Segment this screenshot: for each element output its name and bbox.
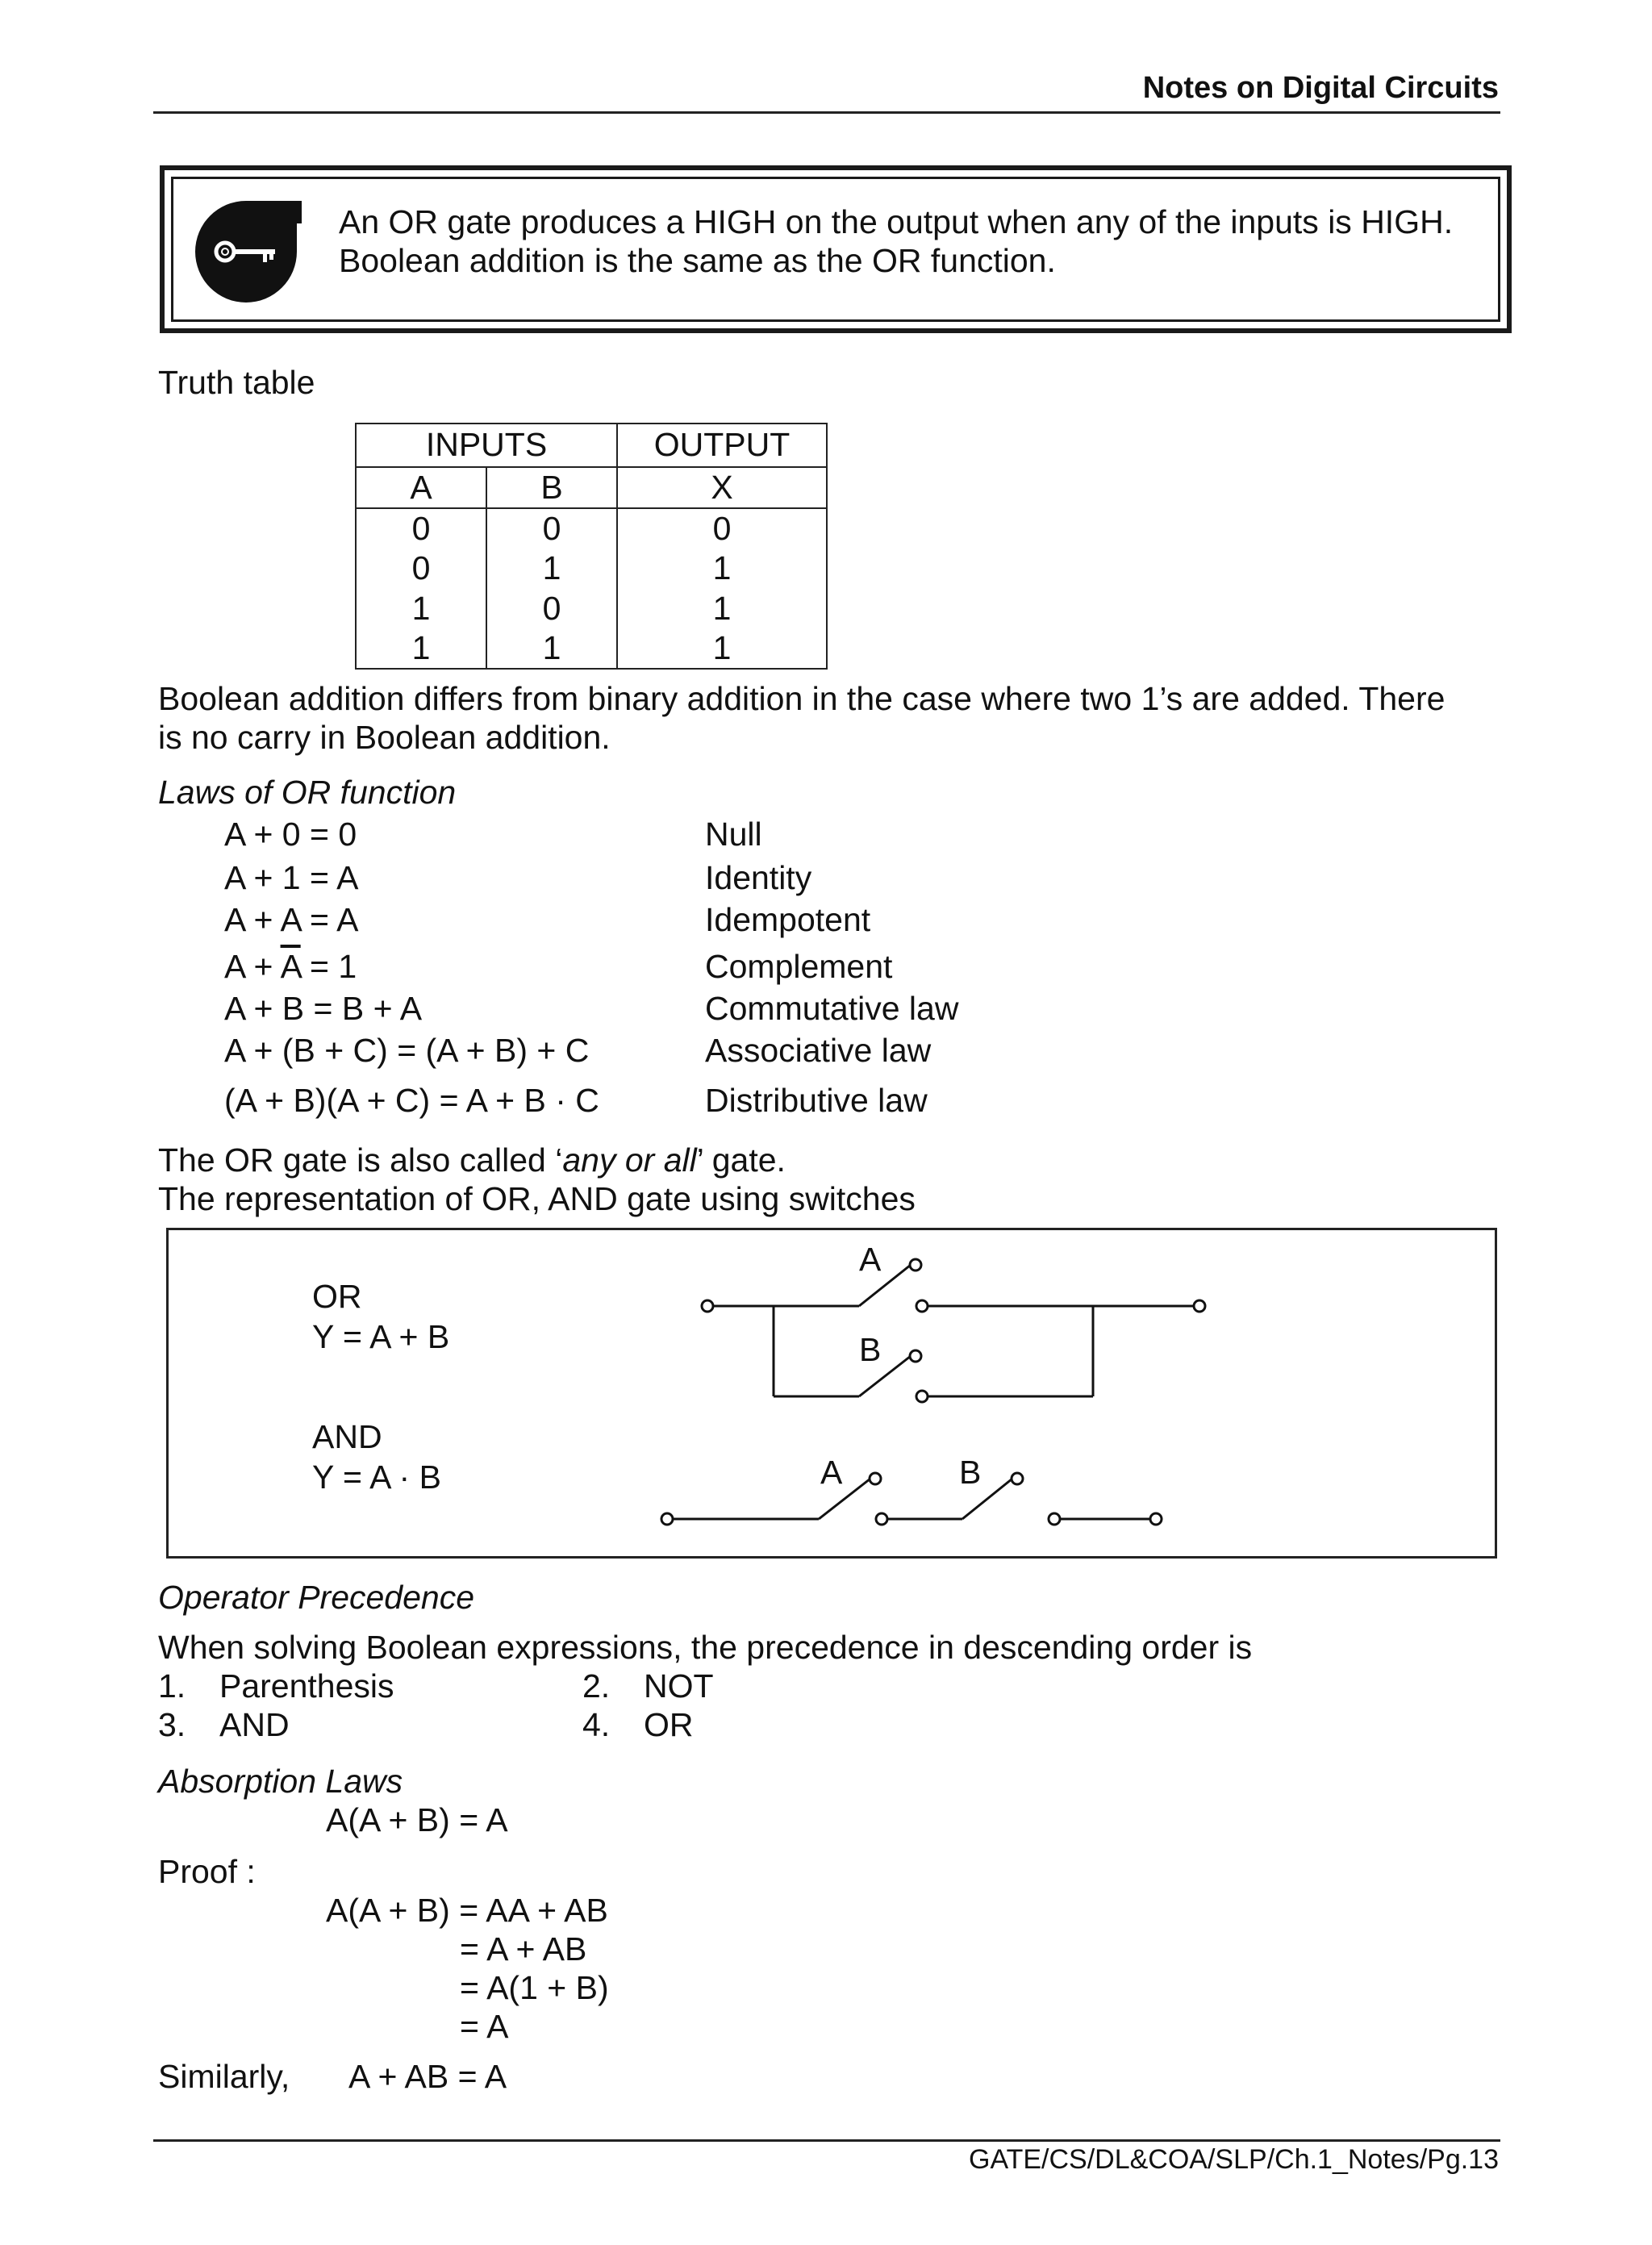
key-note-line-1: An OR gate produces a HIGH on the output when any of the inputs is HIGH.: [339, 203, 1454, 240]
a-bar: $\overline{A}$: [280, 948, 301, 985]
absorption-laws-heading: Absorption Laws: [158, 1763, 403, 1800]
switch-intro-text: The representation of OR, AND gate using switches: [158, 1180, 916, 1217]
output-header: OUTPUT: [617, 424, 827, 467]
or-switch-circuit: [702, 1259, 1205, 1402]
precedence-num: 4.: [582, 1706, 611, 1743]
cell-a: 0: [356, 549, 486, 588]
switch-diagram: [169, 1230, 1495, 1556]
cell-b: 0: [486, 589, 617, 628]
key-note-line-2: Boolean addition is the same as the OR function.: [339, 242, 1056, 279]
column-b-header: B: [486, 467, 617, 508]
law-identity-name: Identity: [705, 859, 812, 896]
switch-figure: [166, 1228, 1497, 1559]
switch-a-contact: [910, 1259, 921, 1271]
and-switch-a-label: A: [820, 1454, 843, 1491]
law-commutative-expr: A + B = B + A: [224, 990, 423, 1027]
precedence-num: 2.: [582, 1667, 611, 1705]
footer-rule: [153, 2139, 1500, 2142]
switch-a-terminal: [916, 1300, 928, 1312]
cell-x: 0: [617, 508, 827, 549]
and-expression: Y = A · B: [312, 1458, 441, 1496]
proof-step-4: = A: [460, 2008, 509, 2045]
operator-precedence-heading: Operator Precedence: [158, 1579, 475, 1616]
and-switch-b-terminal: [1049, 1513, 1060, 1525]
cell-a: 0: [356, 508, 486, 549]
cell-x: 1: [617, 549, 827, 588]
proof-step-1: A(A + B) = AA + AB: [326, 1892, 608, 1929]
and-switch-a-terminal: [876, 1513, 887, 1525]
law-null-name: Null: [705, 816, 762, 853]
key-icon: [189, 194, 303, 309]
header-rule: [153, 111, 1500, 114]
similarly-expression: A + AB = A: [348, 2058, 507, 2095]
truth-table-heading: Truth table: [158, 364, 315, 401]
or-switch-a-label: A: [859, 1241, 882, 1278]
or-expression: Y = A + B: [312, 1318, 450, 1355]
inputs-header: INPUTS: [356, 424, 617, 467]
table-row: [356, 549, 827, 588]
truth-table: [355, 423, 828, 670]
key-note-box: [160, 165, 1512, 333]
table-row: [356, 628, 827, 669]
and-input-terminal: [661, 1513, 673, 1525]
cell-b: 1: [486, 549, 617, 588]
switch-b-terminal: [916, 1391, 928, 1402]
laws-or-heading: Laws of OR function: [158, 774, 457, 811]
precedence-item-and: AND: [219, 1706, 290, 1743]
complement-lhs-post: = 1: [300, 948, 357, 985]
or-label: OR: [312, 1278, 362, 1315]
precedence-item-parenthesis: Parenthesis: [219, 1667, 394, 1705]
law-idempotent-name: Idempotent: [705, 901, 871, 938]
law-null-expr: A + 0 = 0: [224, 816, 357, 853]
or-switch-b-label: B: [859, 1331, 882, 1368]
precedence-num: 3.: [158, 1706, 186, 1743]
page-footer: GATE/CS/DL&COA/SLP/Ch.1_Notes/Pg.13: [969, 2144, 1499, 2175]
or-output-terminal: [1194, 1300, 1205, 1312]
cell-b: 1: [486, 628, 617, 669]
operator-precedence-intro: When solving Boolean expressions, the precedence in descending order is: [158, 1629, 1253, 1666]
law-associative-expr: A + (B + C) = (A + B) + C: [224, 1032, 590, 1069]
and-switch-b-label: B: [959, 1454, 982, 1491]
and-switch-a-contact: [870, 1473, 881, 1484]
law-commutative-name: Commutative law: [705, 990, 959, 1027]
similarly-label: Similarly,: [158, 2058, 290, 2095]
precedence-item-not: NOT: [644, 1667, 714, 1705]
law-distributive-name: Distributive law: [705, 1082, 928, 1119]
law-complement-name: Complement: [705, 948, 893, 985]
and-output-terminal: [1150, 1513, 1162, 1525]
table-row: [356, 589, 827, 628]
cell-x: 1: [617, 589, 827, 628]
boolean-addition-note-line-2: is no carry in Boolean addition.: [158, 719, 611, 756]
law-associative-name: Associative law: [705, 1032, 932, 1069]
column-x-header: X: [617, 467, 827, 508]
boolean-addition-note-line-1: Boolean addition differs from binary addition in the case where two 1’s are added. There: [158, 680, 1446, 717]
alias-text-pre: The OR gate is also called ‘: [158, 1141, 563, 1179]
cell-b: 0: [486, 508, 617, 549]
and-switch-circuit: [661, 1473, 1162, 1525]
or-input-terminal: [702, 1300, 713, 1312]
table-row: [356, 508, 827, 549]
and-switch-b-contact: [1012, 1473, 1023, 1484]
or-gate-alias-text: [158, 1141, 786, 1180]
proof-label: Proof :: [158, 1853, 256, 1890]
alias-text-emphasis: any or all: [562, 1141, 697, 1179]
proof-step-3: = A(1 + B): [460, 1969, 609, 2006]
cell-x: 1: [617, 628, 827, 669]
switch-b-contact: [910, 1350, 921, 1362]
precedence-item-or: OR: [644, 1706, 694, 1743]
law-distributive-expr: (A + B)(A + C) = A + B · C: [224, 1082, 599, 1119]
column-a-header: A: [356, 467, 486, 508]
law-complement-expr: [224, 947, 357, 987]
law-identity-expr: A + 1 = A: [224, 859, 359, 896]
law-idempotent-expr: A + A = A: [224, 901, 359, 938]
page-header-title: Notes on Digital Circuits: [1142, 71, 1499, 105]
proof-step-2: = A + AB: [460, 1930, 587, 1968]
complement-lhs-pre: A +: [224, 948, 281, 985]
absorption-law: A(A + B) = A: [326, 1801, 508, 1838]
and-label: AND: [312, 1418, 382, 1455]
alias-text-post: ’ gate.: [696, 1141, 786, 1179]
precedence-num: 1.: [158, 1667, 186, 1705]
cell-a: 1: [356, 589, 486, 628]
cell-a: 1: [356, 628, 486, 669]
